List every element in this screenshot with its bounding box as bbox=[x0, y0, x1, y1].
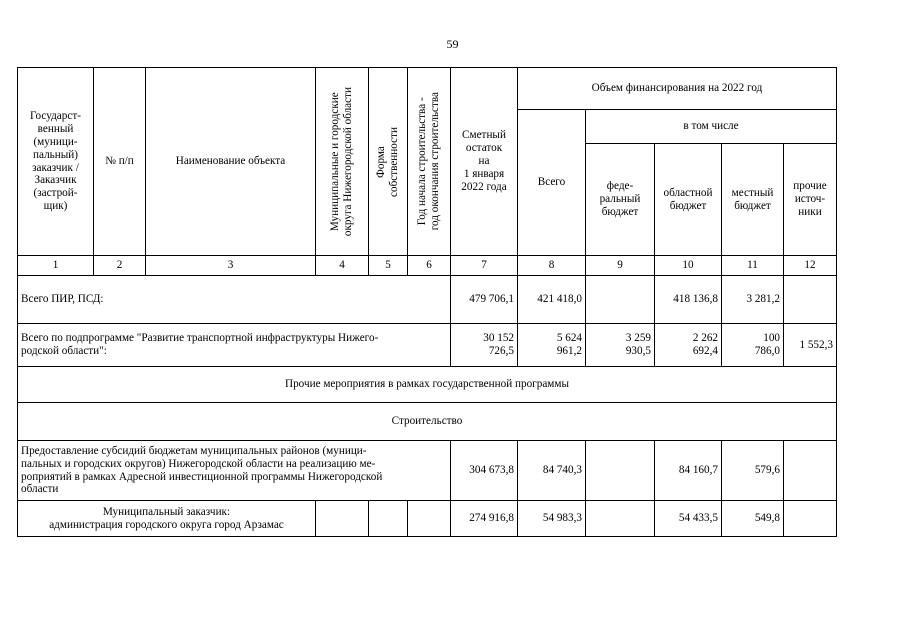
column-number: 2 bbox=[94, 256, 146, 276]
cell-regional: 2 262 692,4 bbox=[655, 324, 722, 367]
column-number: 3 bbox=[146, 256, 316, 276]
header-municipal: Муниципальные и городские округа Нижегородской области bbox=[316, 68, 369, 256]
table-row bbox=[18, 501, 837, 537]
row-label: Всего ПИР, ПСД: bbox=[18, 276, 451, 324]
column-number: 6 bbox=[408, 256, 451, 276]
cell-local: 3 281,2 bbox=[722, 276, 784, 324]
column-number: 7 bbox=[451, 256, 518, 276]
column-number: 8 bbox=[518, 256, 586, 276]
header-including: в том числе bbox=[586, 110, 837, 144]
cell-estimate: 479 706,1 bbox=[451, 276, 518, 324]
cell-federal: 3 259 930,5 bbox=[586, 324, 655, 367]
cell-local: 579,6 bbox=[722, 441, 784, 501]
table-row bbox=[18, 324, 837, 367]
header-funding-title: Объем финансирования на 2022 год bbox=[518, 68, 837, 110]
header-other: прочие источ- ники bbox=[784, 144, 837, 256]
page-number: 59 bbox=[446, 37, 459, 51]
cell-other bbox=[784, 276, 837, 324]
cell-ownership bbox=[369, 501, 408, 537]
row-label: Всего по подпрограмме "Развитие транспортной инфраструктуры Нижего- родской области": bbox=[18, 324, 451, 367]
column-number: 12 bbox=[784, 256, 837, 276]
table-row bbox=[18, 276, 837, 324]
column-number: 9 bbox=[586, 256, 655, 276]
cell-estimate: 30 152 726,5 bbox=[451, 324, 518, 367]
cell-federal bbox=[586, 276, 655, 324]
cell-regional: 54 433,5 bbox=[655, 501, 722, 537]
cell-local: 549,8 bbox=[722, 501, 784, 537]
cell-municipal bbox=[316, 501, 369, 537]
cell-federal bbox=[586, 501, 655, 537]
header-local: местный бюджет bbox=[722, 144, 784, 256]
table-row bbox=[18, 441, 837, 501]
header-number: № п/п bbox=[94, 68, 146, 256]
cell-years bbox=[408, 501, 451, 537]
cell-estimate: 304 673,8 bbox=[451, 441, 518, 501]
budget-table bbox=[17, 67, 837, 537]
cell-total: 84 740,3 bbox=[518, 441, 586, 501]
cell-estimate: 274 916,8 bbox=[451, 501, 518, 537]
cell-local: 100 786,0 bbox=[722, 324, 784, 367]
cell-federal bbox=[586, 441, 655, 501]
header-total: Всего bbox=[518, 110, 586, 256]
row-label: Муниципальный заказчик: администрация городского округа город Арзамас bbox=[18, 501, 316, 537]
column-number-row bbox=[18, 256, 837, 276]
header-estimate: Сметный остаток на 1 января 2022 года bbox=[451, 68, 518, 256]
section-heading-construction: Строительство bbox=[18, 403, 837, 441]
cell-other: 1 552,3 bbox=[784, 324, 837, 367]
header-ownership: Форма собственности bbox=[369, 68, 408, 256]
column-number: 4 bbox=[316, 256, 369, 276]
column-number: 10 bbox=[655, 256, 722, 276]
header-federal: феде- ральный бюджет bbox=[586, 144, 655, 256]
cell-regional: 418 136,8 bbox=[655, 276, 722, 324]
row-label: Предоставление субсидий бюджетам муниципальных районов (муници- пальных и городских округов) Нижегородской области на реализацию ме- роприятий в рамках Адресной инвестиционной программы Нижегородской области bbox=[18, 441, 451, 501]
column-number: 11 bbox=[722, 256, 784, 276]
cell-other bbox=[784, 441, 837, 501]
cell-other bbox=[784, 501, 837, 537]
section-heading-programs: Прочие мероприятия в рамках государственной программы bbox=[18, 367, 837, 403]
cell-regional: 84 160,7 bbox=[655, 441, 722, 501]
header-years: Год начала строительства - год окончания строительства bbox=[408, 68, 451, 256]
column-number: 1 bbox=[18, 256, 94, 276]
header-customer: Государст- венный (муници- пальный) заказчик / Заказчик (застрой- щик) bbox=[18, 68, 94, 256]
cell-total: 5 624 961,2 bbox=[518, 324, 586, 367]
header-object-name: Наименование объекта bbox=[146, 68, 316, 256]
column-number: 5 bbox=[369, 256, 408, 276]
header-regional: областной бюджет bbox=[655, 144, 722, 256]
cell-total: 54 983,3 bbox=[518, 501, 586, 537]
cell-total: 421 418,0 bbox=[518, 276, 586, 324]
